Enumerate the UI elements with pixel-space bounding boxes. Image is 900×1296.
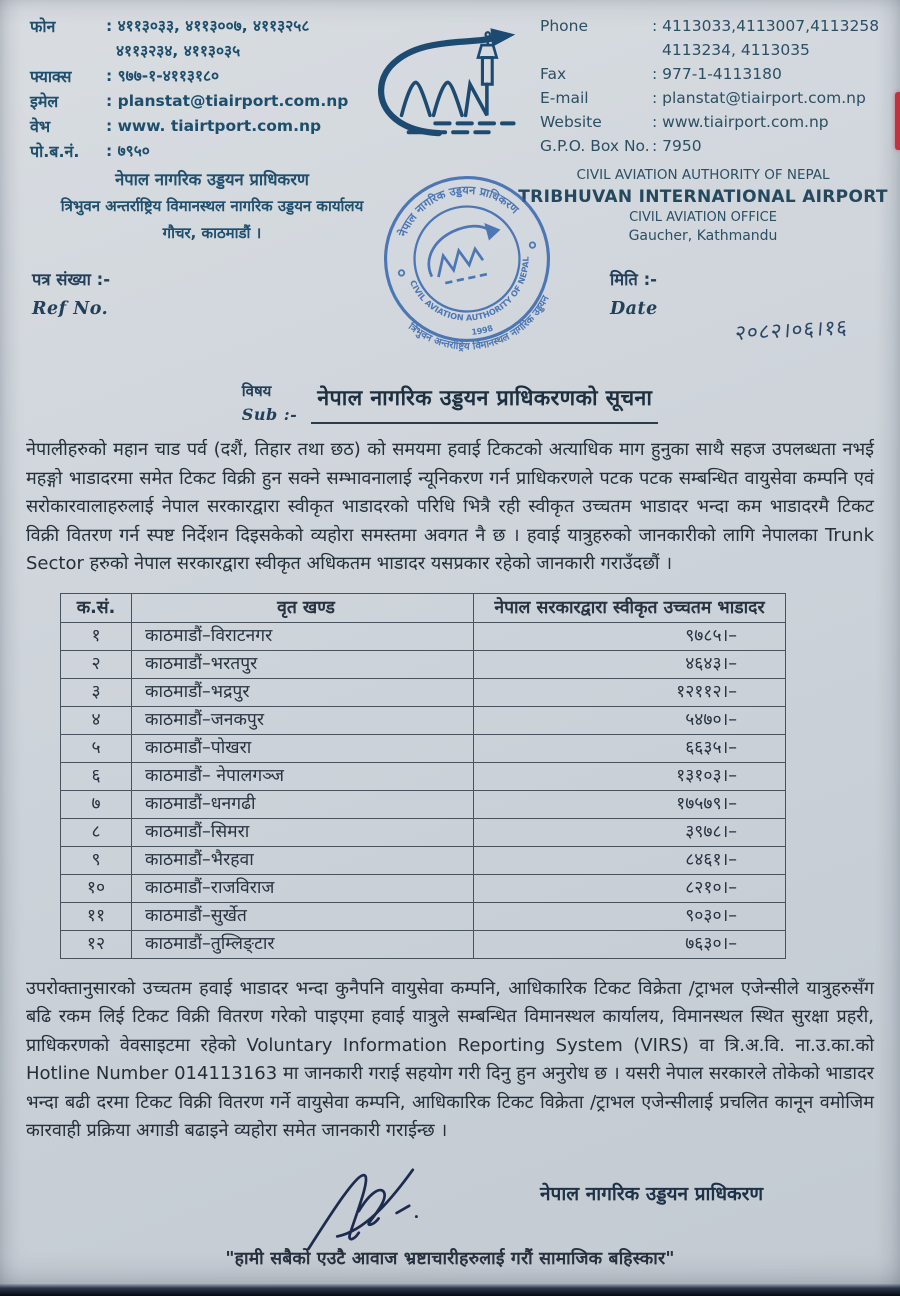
fare-table	[60, 593, 786, 959]
contact-row	[30, 139, 352, 164]
signature-icon	[300, 1150, 450, 1258]
cell-serial: ११	[61, 902, 132, 930]
fare-table-header-row	[61, 593, 786, 622]
table-row	[61, 678, 786, 706]
cell-sector: काठमाडौं– नेपालगञ्ज	[132, 762, 474, 790]
contact-value: : ९७७-१-४११३१८०	[106, 67, 220, 85]
cell-serial: १२	[61, 930, 132, 958]
contact-row	[540, 86, 890, 110]
cell-sector: काठमाडौं–जनकपुर	[132, 706, 474, 734]
letterhead	[0, 0, 900, 164]
organisation-row	[0, 166, 900, 247]
cell-fare: १२११२।–	[474, 678, 786, 706]
contact-row	[30, 39, 352, 64]
cell-sector: काठमाडौं–भरतपुर	[132, 650, 474, 678]
cell-serial: १०	[61, 874, 132, 902]
org-name-english	[512, 166, 894, 247]
org-line: त्रिभुवन अन्तर्राष्ट्रिय विमानस्थल नागरिक उड्डयन कार्यालय	[60, 197, 364, 215]
contact-label: इमेल	[30, 92, 59, 111]
ref-no-label: Ref No.	[32, 299, 109, 319]
contact-row	[540, 62, 890, 86]
letter-number-label: पत्र संख्या :-	[32, 270, 111, 289]
subject-label-nepali: विषय	[241, 382, 272, 400]
cell-serial: २	[61, 650, 132, 678]
org-line: गौचर, काठमाडौं ।	[162, 224, 262, 242]
contact-value: : 977-1-4113180	[652, 65, 782, 83]
cell-serial: १	[61, 622, 132, 650]
contact-value: : ४११३०३३, ४११३००७, ४११३२५८	[106, 17, 310, 35]
cell-fare: ६६३५।–	[474, 734, 786, 762]
contact-value: : www.tiairport.com.np	[652, 113, 829, 131]
signatory-organisation: नेपाल नागरिक उड्डयन प्राधिकरण	[540, 1182, 764, 1205]
fare-table-body	[61, 622, 786, 958]
cell-sector: काठमाडौं–तुम्लिङ्टार	[132, 930, 474, 958]
contact-value: : 4113033,4113007,4113258	[652, 17, 880, 35]
cell-fare: ८४६१।–	[474, 846, 786, 874]
date-label-english: Date	[610, 299, 658, 319]
cell-serial: ३	[61, 678, 132, 706]
contact-label: फ्याक्स	[30, 67, 72, 86]
org-line: CIVIL AVIATION OFFICE	[629, 210, 777, 225]
cell-serial: ७	[61, 790, 132, 818]
cell-serial: ५	[61, 734, 132, 762]
contact-label: पो.ब.नं.	[30, 142, 80, 161]
contact-block-english	[540, 14, 890, 164]
cell-fare: ३९७८।–	[474, 818, 786, 846]
table-row	[61, 874, 786, 902]
subject-labels	[242, 379, 298, 424]
org-line: TRIBHUVAN INTERNATIONAL AIRPORT	[518, 187, 888, 207]
contact-label-spacer	[540, 38, 652, 62]
cell-sector: काठमाडौं–भैरहवा	[132, 846, 474, 874]
cell-sector: काठमाडौं–पोखरा	[132, 734, 474, 762]
table-row	[61, 622, 786, 650]
contact-value: : 7950	[652, 137, 702, 155]
body-paragraph-1: नेपालीहरुको महान चाड पर्व (दशैं, तिहार तथा छठ) को समयमा हवाई टिकटको अत्याधिक माग हुनुका साथै सहज उपलब्धता नभई महङ्गो भाडादरमा समेत टिकट विक्री हुन सक्ने सम्भावनालाई न्यूनिकरण गर्न प्राधिकरणले पटक पटक सम्बन्धित वायुसेवा कम्पनि एवं सरोकारवालाहरुलाई नेपाल सरकारद्वारा स्वीकृत भाडादरको परिधि भित्रै रही स्वीकृत उच्चतम भाडादर भन्दा कम भाडादरमै टिकट विक्री वितरण गर्न स्पष्ट निर्देशन दिइसकेको व्यहोरा समस्तमा अवगत नै छ । हवाई यात्रुहरुको जानकारीको लागि नेपालका Trunk Sector हरुको नेपाल सरकारद्वारा स्वीकृत अधिकतम भाडादर यसप्रकार रहेको जानकारी गराउँदछौं ।	[26, 439, 874, 574]
cell-sector: काठमाडौं–सिमरा	[132, 818, 474, 846]
caan-logo-icon	[357, 22, 535, 142]
table-row	[61, 846, 786, 874]
cell-sector: काठमाडौं–राजविराज	[132, 874, 474, 902]
contact-row	[540, 38, 890, 62]
cell-fare: १३१०३।–	[474, 762, 786, 790]
contact-row	[30, 114, 352, 139]
handwritten-date: २०८२।०६।१६	[733, 314, 849, 346]
contact-label: फोन	[30, 17, 56, 36]
header-fare: नेपाल सरकारद्वारा स्वीकृत उच्चतम भाडादर	[474, 593, 786, 622]
contact-label: Phone	[540, 17, 589, 35]
subject-label-english: Sub :-	[241, 405, 298, 424]
contact-value: ४११३२३४, ४११३०३५	[116, 42, 241, 60]
contact-label-spacer	[30, 39, 106, 64]
cell-fare: ९०३०।–	[474, 902, 786, 930]
contact-row	[30, 89, 352, 114]
contact-value: : www. tiairtport.com.np	[106, 117, 322, 135]
contact-label: Website	[540, 113, 602, 131]
contact-label: वेभ	[30, 117, 51, 136]
cell-fare: ४६४३।–	[474, 650, 786, 678]
date-label-nepali: मिति :-	[610, 270, 658, 289]
table-row	[61, 818, 786, 846]
cell-sector: काठमाडौं–विराटनगर	[132, 622, 474, 650]
cell-fare: ५४७०।–	[474, 706, 786, 734]
red-edge-mark	[895, 92, 900, 150]
cell-serial: ४	[61, 706, 132, 734]
org-line: CIVIL AVIATION AUTHORITY OF NEPAL	[576, 167, 830, 183]
logo-container	[352, 14, 540, 164]
org-name-nepali	[8, 166, 416, 247]
cell-serial: ६	[61, 762, 132, 790]
header-sector: वृत खण्ड	[132, 593, 474, 622]
org-line: Gaucher, Kathmandu	[628, 228, 778, 244]
contact-value: : ७९५०	[106, 142, 150, 160]
contact-row	[540, 134, 890, 158]
table-row	[61, 902, 786, 930]
cell-fare: ८२१०।–	[474, 874, 786, 902]
stamp-ring-top-text: नेपाल नागरिक उड्डयन प्राधिकरण	[396, 183, 522, 239]
cell-serial: ८	[61, 818, 132, 846]
subject-title: नेपाल नागरिक उड्डयन प्राधिकरणको सूचना	[311, 383, 658, 424]
contact-row	[540, 110, 890, 134]
header-serial: क.सं.	[61, 593, 132, 622]
contact-value: 4113234, 4113035	[662, 41, 810, 59]
stamp-year-text: 1998	[470, 322, 495, 337]
cell-sector: काठमाडौं–भद्रपुर	[132, 678, 474, 706]
table-row	[61, 930, 786, 958]
cell-sector: काठमाडौं–सुर्खेत	[132, 902, 474, 930]
cell-fare: ९७८५।–	[474, 622, 786, 650]
ref-no-block	[32, 267, 110, 363]
contact-value: : planstat@tiairport.com.np	[106, 92, 349, 110]
contact-label: G.P.O. Box No.	[540, 137, 650, 155]
contact-value: : planstat@tiairport.com.np	[652, 89, 866, 107]
contact-label: E-mail	[540, 89, 589, 107]
table-row	[61, 650, 786, 678]
footer-slogan: "हामी सबैको एउटै आवाज भ्रष्टाचारीहरुलाई गरौं सामाजिक बहिस्कार"	[225, 1249, 675, 1269]
signature-row	[0, 1150, 900, 1258]
contact-row	[30, 14, 352, 39]
table-row	[61, 762, 786, 790]
contact-block-nepali	[30, 14, 352, 164]
photo-bottom-edge	[0, 1284, 900, 1296]
org-line: नेपाल नागरिक उड्डयन प्राधिकरण	[115, 170, 309, 189]
table-row	[61, 734, 786, 762]
contact-label: Fax	[540, 65, 567, 83]
cell-fare: १७५७९।–	[474, 790, 786, 818]
contact-row	[30, 64, 352, 89]
body-paragraph-2: उपरोक्तानुसारको उच्चतम हवाई भाडादर भन्दा कुनैपनि वायुसेवा कम्पनि, आधिकारिक टिकट विक्रेता /ट्राभल एजेन्सीले यात्रुहरुसँग बढि रकम लिई टिकट विक्री वितरण गरेको पाइएमा हवाई यात्रुले सम्बन्धित विमानस्थल कार्यालय, विमानस्थल स्थित सुरक्षा प्रहरी, प्राधिकरणको वेवसाइटमा रहेको Voluntary Information Reporting System (VIRS) वा त्रि.अ.वि. ना.उ.का.को Hotline Number 014113163 मा जानकारी गराई सहयोग गरी दिनु हुन अनुरोध छ । यसरी नेपाल सरकारले तोकेको भाडादर भन्दा बढी दरमा टिकट विक्री वितरण गर्ने वायुसेवा कम्पनि, आधिकारिक टिकट विक्रेता /ट्राभल एजेन्सीलाई प्रचलित कानून वमोजिम कारवाही प्रक्रिया अगाडी बढाइने व्यहोरा समेत जानकारी गराईन्छ ।	[26, 977, 874, 1141]
table-row	[61, 790, 786, 818]
cell-fare: ७६३०।–	[474, 930, 786, 958]
cell-sector: काठमाडौं–धनगढी	[132, 790, 474, 818]
stamp-english-text: CIVIL AVIATION AUTHORITY OF NEPAL	[407, 256, 531, 323]
stamp-ring-bottom-text: त्रिभुवन अन्तर्राष्ट्रिय विमानस्थल नागरिक उड्डयन	[406, 294, 552, 353]
subject-block	[0, 379, 900, 424]
cell-serial: ९	[61, 846, 132, 874]
reference-row	[0, 247, 900, 363]
contact-row	[540, 14, 890, 38]
table-row	[61, 706, 786, 734]
